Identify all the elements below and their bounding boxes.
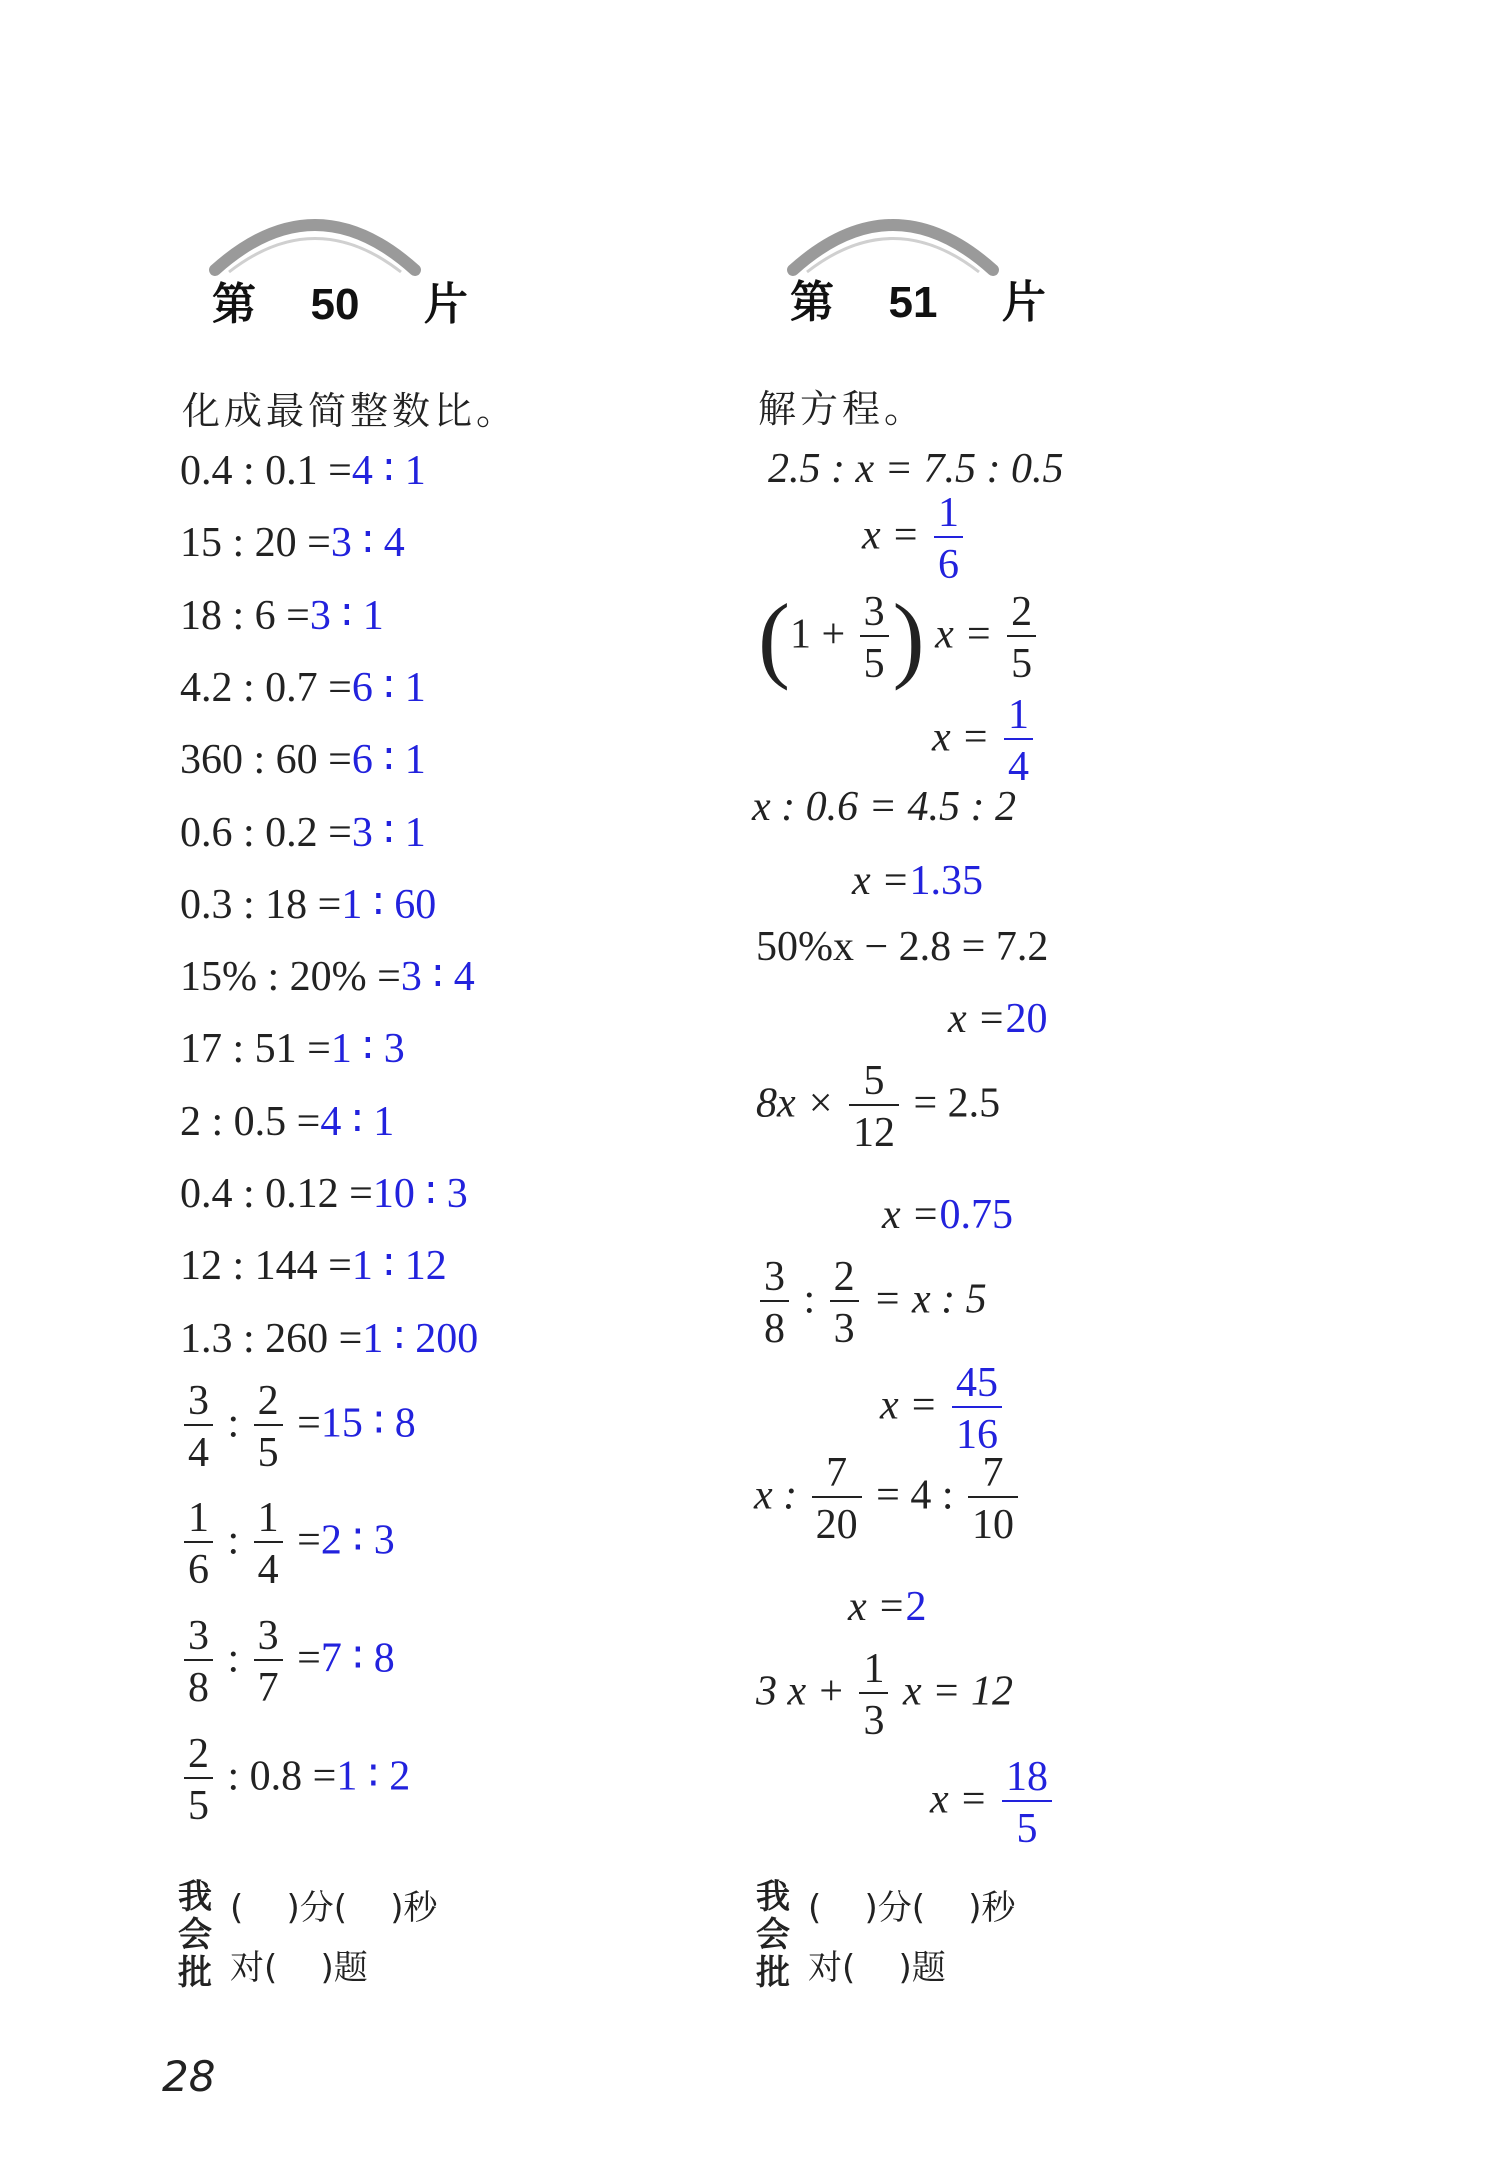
correct-count-field[interactable]: 对( )题	[808, 1948, 946, 1988]
ratio-row	[180, 667, 426, 709]
equation: (1 + $\frac{3}{5}$ ) x = $\frac{2}{5}$	[758, 590, 1040, 686]
fraction: $\frac{2}{5}$	[1007, 591, 1036, 685]
solution: x =2	[848, 1584, 927, 1630]
solution: x = $\frac{1}{6}$	[862, 492, 967, 586]
equation: x : $\frac{7}{20}$ = 4 : $\frac{7}{10}$	[754, 1452, 1022, 1546]
answer: 1.35	[909, 858, 983, 904]
answer: 7 ∶ 8	[320, 1635, 395, 1682]
fraction: $\frac{2}{5}$	[254, 1380, 283, 1474]
answer: 1 ∶ 200	[362, 1316, 479, 1362]
fraction-ratio-row: $\frac{1}{6}$ : $\frac{1}{4}$ =2 ∶ 3	[180, 1497, 395, 1591]
answer: 15 ∶ 8	[320, 1400, 416, 1447]
expression: 360 : 60 =	[180, 737, 352, 783]
answer-fraction: $\frac{1}{6}$	[934, 492, 963, 586]
title-char: 片	[1001, 278, 1046, 327]
expression: 12 : 144 =	[180, 1243, 352, 1289]
answer: 0.75	[939, 1192, 1013, 1238]
answer: 1 ∶ 60	[341, 882, 437, 928]
answer: 6 ∶ 1	[351, 737, 426, 783]
ratio-row	[180, 1318, 478, 1360]
equation: 3 x + $\frac{1}{3}$ x = 12	[756, 1646, 1013, 1744]
fraction: $\frac{3}{8}$	[184, 1615, 213, 1709]
title-number: 51	[888, 278, 938, 327]
left-instruction: 化成最简整数比。	[182, 389, 519, 433]
fraction: $\frac{1}{6}$	[184, 1497, 213, 1591]
ratio-row	[180, 1245, 447, 1287]
expression: 15 : 20 =	[180, 520, 331, 566]
right-section-title	[790, 266, 1046, 330]
fraction: $\frac{3}{5}$	[860, 591, 889, 685]
answer-fraction: $\frac{1}{4}$	[1004, 694, 1033, 788]
fraction-ratio-row: $\frac{3}{4}$ : $\frac{2}{5}$ =15 ∶ 8	[180, 1380, 416, 1474]
fraction: $\frac{2}{5}$	[184, 1733, 213, 1827]
expression: 0.3 : 18 =	[180, 882, 342, 928]
answer: 10 ∶ 3	[372, 1171, 468, 1217]
ratio-row	[180, 1028, 405, 1070]
grade-label-char: 会	[178, 1915, 212, 1955]
grade-label-char: 会	[756, 1915, 790, 1955]
fraction: $\frac{1}{3}$	[859, 1648, 888, 1742]
ratio-row	[180, 812, 426, 854]
expression: 0.4 : 0.1 =	[180, 448, 352, 494]
answer: 1 ∶ 12	[351, 1243, 447, 1289]
expression: 17 : 51 =	[180, 1026, 331, 1072]
grade-label-char: 我	[756, 1877, 790, 1917]
ratio-row	[180, 595, 384, 637]
solution: x =1.35	[852, 858, 983, 904]
answer: 20	[1005, 996, 1048, 1042]
expression: 18 : 6 =	[180, 593, 310, 639]
fraction-ratio-row: $\frac{3}{8}$ : $\frac{3}{7}$ =7 ∶ 8	[180, 1615, 395, 1709]
solution: x = $\frac{18}{5}$	[930, 1756, 1056, 1850]
equation: $\frac{3}{8}$ : $\frac{2}{3}$ = x : 5	[756, 1256, 987, 1350]
grade-label-char: 我	[178, 1877, 212, 1917]
ratio-row	[180, 450, 426, 492]
right-instruction: 解方程。	[758, 387, 927, 431]
title-char: 第	[212, 280, 256, 329]
answer: 3 ∶ 4	[330, 520, 405, 566]
fraction: $\frac{1}{4}$	[254, 1497, 283, 1591]
answer: 2 ∶ 3	[320, 1517, 395, 1564]
equation: x : 0.6 = 4.5 : 2	[752, 784, 1016, 830]
answer: 1 ∶ 3	[330, 1026, 405, 1072]
ratio-row	[180, 956, 475, 998]
expression: 0.6 : 0.2 =	[180, 810, 352, 856]
ratio-row	[180, 1101, 394, 1143]
expression: 4.2 : 0.7 =	[180, 665, 352, 711]
expression: 0.4 : 0.12 =	[180, 1171, 373, 1217]
answer: 4 ∶ 1	[320, 1099, 395, 1145]
expression: 1.3 : 260 =	[180, 1316, 363, 1362]
expression: 2 : 0.5 =	[180, 1099, 321, 1145]
grade-label-char: 批	[178, 1953, 212, 1993]
title-char: 第	[790, 278, 834, 327]
expression: 15% : 20% =	[180, 954, 401, 1000]
answer: 3 ∶ 1	[309, 593, 384, 639]
ratio-row	[180, 739, 426, 781]
equation: 2.5 : x = 7.5 : 0.5	[768, 446, 1064, 492]
answer-fraction: $\frac{18}{5}$	[1002, 1756, 1052, 1850]
answer: 2	[905, 1584, 927, 1630]
solution: x = $\frac{45}{16}$	[880, 1362, 1006, 1456]
solution: x = $\frac{1}{4}$	[932, 694, 1037, 788]
answer: 6 ∶ 1	[351, 665, 426, 711]
fraction: $\frac{5}{12}$	[849, 1060, 899, 1154]
fraction-ratio-row	[180, 1733, 410, 1827]
solution: x =0.75	[882, 1192, 1013, 1238]
fraction: $\frac{2}{3}$	[830, 1256, 859, 1350]
page-number: 28	[162, 2052, 216, 2101]
answer-fraction: $\frac{45}{16}$	[952, 1362, 1002, 1456]
grade-label-char: 批	[756, 1953, 790, 1993]
fraction: $\frac{3}{8}$	[760, 1256, 789, 1350]
time-field[interactable]: ( )分( )秒	[230, 1888, 438, 1928]
answer: 1 ∶ 2	[336, 1753, 411, 1800]
ratio-row	[180, 1173, 468, 1215]
time-field[interactable]: ( )分( )秒	[808, 1888, 1016, 1928]
equation: 8x × $\frac{5}{12}$ = 2.5	[756, 1058, 1001, 1156]
solution: x =20	[948, 996, 1048, 1042]
ratio-row	[180, 522, 405, 564]
answer: 3 ∶ 4	[400, 954, 475, 1000]
title-char: 片	[423, 280, 468, 329]
fraction: $\frac{7}{20}$	[812, 1452, 862, 1546]
answer: 4 ∶ 1	[351, 448, 426, 494]
answer: 3 ∶ 1	[351, 810, 426, 856]
ratio-row	[180, 884, 436, 926]
fraction: $\frac{3}{7}$	[254, 1615, 283, 1709]
fraction: $\frac{7}{10}$	[968, 1452, 1018, 1546]
correct-count-field[interactable]: 对( )题	[230, 1948, 368, 1988]
equation: 50%x − 2.8 = 7.2	[756, 924, 1049, 970]
expression: : 0.8 =	[227, 1753, 337, 1800]
title-number: 50	[310, 280, 360, 329]
fraction: $\frac{3}{4}$	[184, 1380, 213, 1474]
left-section-title	[212, 268, 468, 332]
